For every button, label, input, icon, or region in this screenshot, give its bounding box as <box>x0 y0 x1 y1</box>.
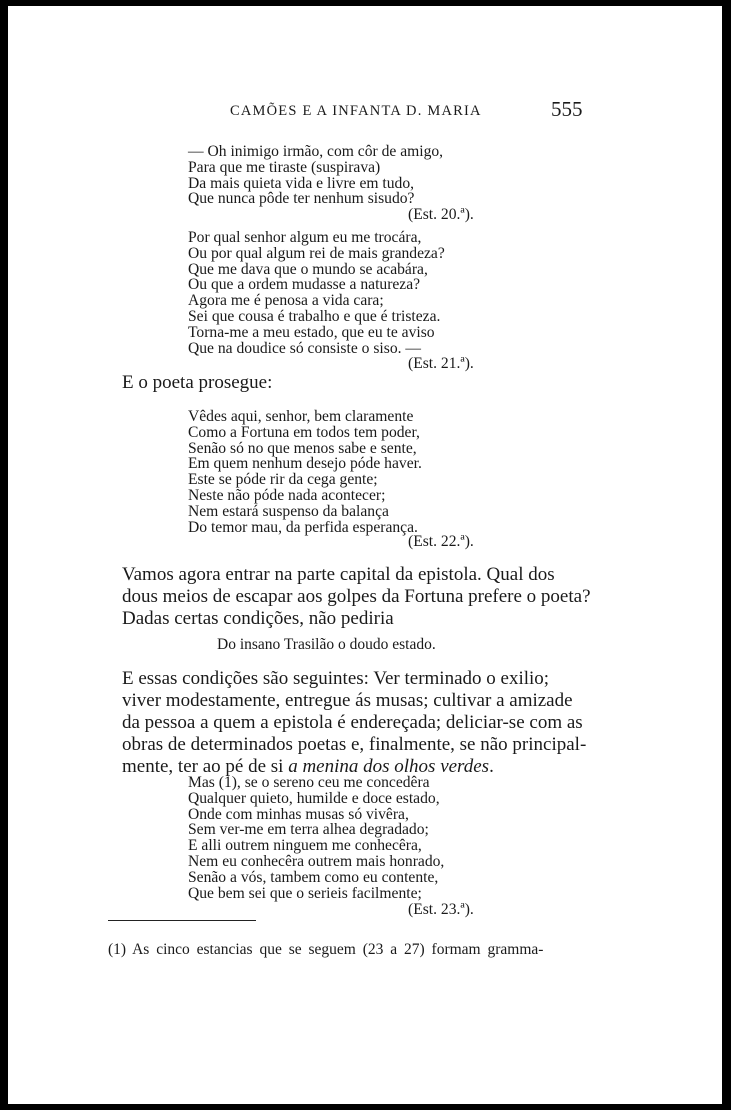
stanza-reference: (Est. 21.ª). <box>408 355 474 372</box>
verse-line: Sem ver-me em terra alhea degradado; <box>188 821 429 839</box>
paragraph-line: Dadas certas condições, não pediria <box>122 608 394 629</box>
page-header <box>8 97 722 125</box>
footnote-divider <box>108 920 256 921</box>
paragraph-line: viver modestamente, entregue ás musas; cultivar a amizade <box>122 690 573 711</box>
verse-line: Sei que cousa é trabalho e que é tristeza. <box>188 307 441 325</box>
verse-line: Como a Fortuna em todos tem poder, <box>188 423 420 441</box>
verse-line: Este se póde rir da cega gente; <box>188 471 378 489</box>
stanza-reference: (Est. 20.ª). <box>408 206 474 223</box>
verse-line: Que na doudice só consiste o siso. — <box>188 339 422 357</box>
poem-stanza-21 <box>188 229 474 372</box>
verse-line: Nem eu conhecêra outrem mais honrado, <box>188 852 445 870</box>
verse-line: Senão só no que menos sabe e sente, <box>188 439 417 457</box>
verse-line: Nem estará suspenso da balança <box>188 502 389 520</box>
verse-line: Da mais quieta vida e livre em tudo, <box>188 174 415 192</box>
verse-line: Que nunca pôde ter nenhum sisudo? <box>188 190 415 208</box>
verse-line: Neste não póde nada acontecer; <box>188 486 386 504</box>
verse-line: Senão a vós, tambem como eu contente, <box>188 868 439 886</box>
poem-stanza-23 <box>188 774 474 918</box>
paragraph-line: E essas condições são seguintes: Ver terminado o exilio; <box>122 668 550 689</box>
paragraph-line: obras de determinados poetas e, finalmente, se não principal- <box>122 734 587 755</box>
quoted-verse: Do insano Trasilão o doudo estado. <box>217 636 436 653</box>
footnote: (1) As cinco estancias que se seguem (23 a 27) formam gramma- <box>108 941 544 958</box>
verse-line: Que bem sei que o serieis facilmente; <box>188 884 422 902</box>
verse-line: Vêdes aqui, senhor, bem claramente <box>188 408 414 425</box>
verse-line: Agora me é penosa a vida cara; <box>188 292 384 310</box>
verse-line: Onde com minhas musas só vivêra, <box>188 805 409 823</box>
verse-line: Que me dava que o mundo se acabára, <box>188 260 428 278</box>
verse-line: Do temor mau, da perfida esperança. <box>188 518 418 536</box>
verse-line: Qualquer quieto, humilde e doce estado, <box>188 789 440 807</box>
page-number: 555 <box>551 97 583 121</box>
paragraph-line: da pessoa a quem a epistola é endereçada; deliciar-se com as <box>122 712 583 733</box>
verse-line: Por qual senhor algum eu me trocára, <box>188 229 422 246</box>
paragraph-conditions <box>122 668 586 778</box>
stanza-reference: (Est. 23.ª). <box>408 901 474 918</box>
line-end: . <box>489 756 494 777</box>
paragraph-line: Vamos agora entrar na parte capital da epistola. Qual dos <box>122 564 555 585</box>
verse-line: Para que me tiraste (suspirava) <box>188 158 381 176</box>
verse-line: Ou que a ordem mudasse a natureza? <box>188 276 421 294</box>
paragraph-epistola <box>122 564 591 630</box>
verse-line: E alli outrem ninguem me conhecêra, <box>188 837 422 855</box>
line-text: mente, ter ao pé de si <box>122 756 289 777</box>
running-title: CAMÕES E A INFANTA D. MARIA <box>230 103 482 119</box>
verse-line: Ou por qual algum rei de mais grandeza? <box>188 244 445 262</box>
italic-phrase: a menina dos olhos verdes <box>288 756 490 777</box>
poem-stanza-22 <box>188 408 474 550</box>
poem-stanza-20 <box>188 143 474 223</box>
verse-line: Torna-me a meu estado, que eu te aviso <box>188 323 435 341</box>
paragraph-line: dous meios de escapar aos golpes da Fortuna prefere o poeta? <box>122 586 591 607</box>
book-page <box>8 6 722 1104</box>
verse-line: Em quem nenhum desejo póde haver. <box>188 455 422 473</box>
verse-line: — Oh inimigo irmão, com côr de amigo, <box>188 143 444 160</box>
stanza-reference: (Est. 22.ª). <box>408 533 474 550</box>
verse-line: Mas (1), se o sereno ceu me concedêra <box>188 774 430 791</box>
intro-line: E o poeta prosegue: <box>122 372 273 393</box>
